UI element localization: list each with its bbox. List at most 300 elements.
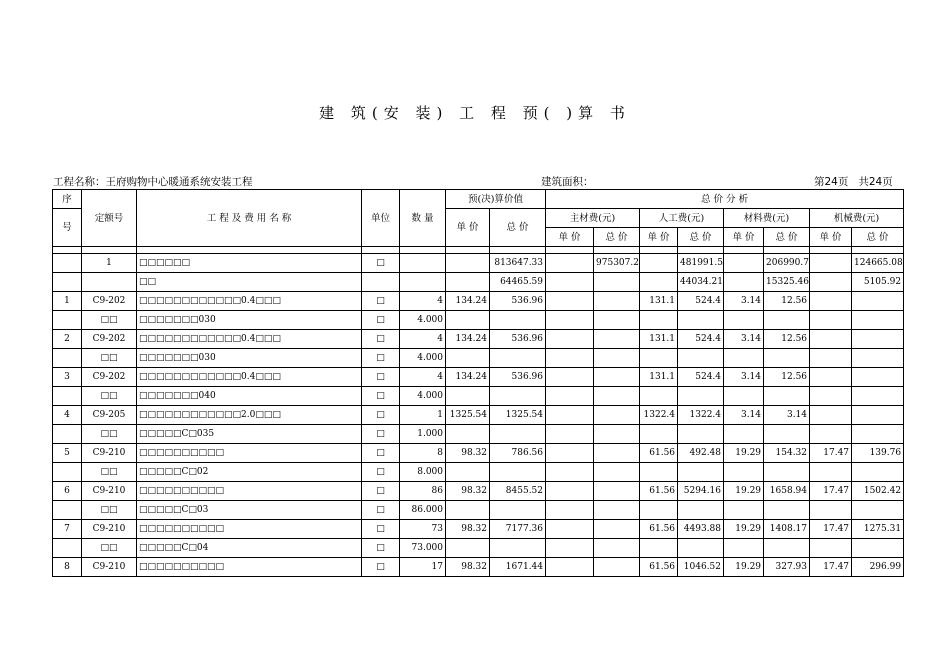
cell-unit: □ bbox=[362, 330, 400, 349]
building-area-label: 建筑面积： bbox=[541, 176, 594, 188]
header-budget: 预(决)算价值 bbox=[446, 190, 546, 209]
cell-unit-price bbox=[446, 539, 490, 558]
cell-material-unit bbox=[546, 558, 594, 577]
cell-material-unit bbox=[546, 273, 594, 292]
cell-unit-price: 134.24 bbox=[446, 330, 490, 349]
cell-materials2-total: 12.56 bbox=[764, 368, 810, 387]
cell-materials2-unit bbox=[724, 463, 764, 482]
table-row bbox=[53, 368, 904, 387]
cell-materials2-total: 12.56 bbox=[764, 292, 810, 311]
cell-name: □□□□□C□02 bbox=[137, 463, 362, 482]
cell-materials2-unit bbox=[724, 501, 764, 520]
cell-code: C9-210 bbox=[82, 444, 137, 463]
cell-labor-unit: 1322.4 bbox=[640, 406, 678, 425]
cell-seq bbox=[53, 254, 82, 273]
total-pages: 共24页 bbox=[858, 176, 893, 188]
cell-machine-unit bbox=[810, 539, 852, 558]
cell-labor-unit: 61.56 bbox=[640, 482, 678, 501]
cell-materials2-unit: 19.29 bbox=[724, 558, 764, 577]
cell-machine-total bbox=[852, 292, 904, 311]
cell-labor-total: 1322.4 bbox=[678, 406, 724, 425]
cell-machine-unit bbox=[810, 330, 852, 349]
cell-labor-total: 524.4 bbox=[678, 292, 724, 311]
cell-machine-unit: 17.47 bbox=[810, 482, 852, 501]
cell-labor-unit bbox=[640, 501, 678, 520]
table-row bbox=[53, 387, 904, 406]
cell-unit-price bbox=[446, 349, 490, 368]
cell-code: □□ bbox=[82, 501, 137, 520]
cell-unit: □ bbox=[362, 558, 400, 577]
cell-code: C9-202 bbox=[82, 368, 137, 387]
cell-name: □□□□□C□03 bbox=[137, 501, 362, 520]
cell-labor-total: 5294.16 bbox=[678, 482, 724, 501]
cell-material-unit bbox=[546, 406, 594, 425]
cell-material-unit bbox=[546, 387, 594, 406]
cell-material-total bbox=[594, 368, 640, 387]
cell-labor-unit: 61.56 bbox=[640, 558, 678, 577]
cell-qty: 4.000 bbox=[400, 387, 446, 406]
cell-machine-total bbox=[852, 539, 904, 558]
table-row bbox=[53, 501, 904, 520]
cell-materials2-total: 12.56 bbox=[764, 330, 810, 349]
cell-total-price: 536.96 bbox=[490, 330, 546, 349]
cell-machine-total: 1502.42 bbox=[852, 482, 904, 501]
page-number: 第24页 bbox=[814, 176, 849, 188]
cell-unit-price bbox=[446, 254, 490, 273]
cell-total-price bbox=[490, 349, 546, 368]
cell-total-price: 813647.33 bbox=[490, 254, 546, 273]
cell-material-unit bbox=[546, 425, 594, 444]
cell-materials2-unit bbox=[724, 254, 764, 273]
cell-name: □□□□□□ bbox=[137, 254, 362, 273]
cell-material-total bbox=[594, 273, 640, 292]
cell-materials2-total bbox=[764, 349, 810, 368]
cell-labor-unit: 61.56 bbox=[640, 444, 678, 463]
cell-code: C9-202 bbox=[82, 292, 137, 311]
cell-labor-total bbox=[678, 501, 724, 520]
cell-name: □□□□□□□□□□□□2.0□□□ bbox=[137, 406, 362, 425]
cell-name: □□□□□□□□□□ bbox=[137, 482, 362, 501]
cell-machine-unit bbox=[810, 368, 852, 387]
cell-name: □□□□□□□□□□ bbox=[137, 444, 362, 463]
cell-labor-total: 4493.88 bbox=[678, 520, 724, 539]
header-materials2-total: 总 价 bbox=[764, 228, 810, 247]
cell-total-price: 1671.44 bbox=[490, 558, 546, 577]
cell-material-total: 975307.2 bbox=[594, 254, 640, 273]
cell-code bbox=[82, 273, 137, 292]
cell-code: C9-210 bbox=[82, 482, 137, 501]
cell-unit: □ bbox=[362, 254, 400, 273]
cell-code: C9-210 bbox=[82, 520, 137, 539]
cell-material-unit bbox=[546, 330, 594, 349]
table-row bbox=[53, 311, 904, 330]
cell-unit-price bbox=[446, 311, 490, 330]
cell-code: □□ bbox=[82, 539, 137, 558]
cell-materials2-unit: 19.29 bbox=[724, 520, 764, 539]
cell-materials2-total: 3.14 bbox=[764, 406, 810, 425]
cell-materials2-unit: 3.14 bbox=[724, 406, 764, 425]
cell-materials2-unit: 19.29 bbox=[724, 482, 764, 501]
cell-qty bbox=[400, 273, 446, 292]
cell-seq: 6 bbox=[53, 482, 82, 501]
cell-machine-unit bbox=[810, 311, 852, 330]
header-total-price: 总 价 bbox=[490, 209, 546, 247]
cell-labor-total bbox=[678, 387, 724, 406]
table-row bbox=[53, 539, 904, 558]
cell-material-total bbox=[594, 311, 640, 330]
cell-labor-total: 524.4 bbox=[678, 330, 724, 349]
cell-material-unit bbox=[546, 520, 594, 539]
cell-name: □□□□□□□□□□□□0.4□□□ bbox=[137, 330, 362, 349]
cell-materials2-total bbox=[764, 463, 810, 482]
cell-labor-unit bbox=[640, 254, 678, 273]
header-machine: 机械费(元) bbox=[810, 209, 904, 228]
cell-material-total bbox=[594, 349, 640, 368]
cell-material-total bbox=[594, 463, 640, 482]
cell-machine-unit: 17.47 bbox=[810, 520, 852, 539]
cell-qty: 4 bbox=[400, 292, 446, 311]
cell-material-unit bbox=[546, 292, 594, 311]
cell-materials2-unit bbox=[724, 539, 764, 558]
cell-total-price bbox=[490, 463, 546, 482]
cell-material-unit bbox=[546, 463, 594, 482]
cell-machine-unit bbox=[810, 273, 852, 292]
cell-unit-price bbox=[446, 463, 490, 482]
cell-total-price: 8455.52 bbox=[490, 482, 546, 501]
header-qty: 数 量 bbox=[400, 190, 446, 247]
cell-code: □□ bbox=[82, 311, 137, 330]
cell-labor-total bbox=[678, 349, 724, 368]
cell-total-price bbox=[490, 539, 546, 558]
cell-material-unit bbox=[546, 254, 594, 273]
cell-materials2-total bbox=[764, 387, 810, 406]
cell-unit: □ bbox=[362, 463, 400, 482]
cell-material-total bbox=[594, 292, 640, 311]
cell-total-price: 1325.54 bbox=[490, 406, 546, 425]
cell-total-price bbox=[490, 387, 546, 406]
table-row bbox=[53, 425, 904, 444]
cell-material-total bbox=[594, 558, 640, 577]
cell-machine-unit bbox=[810, 387, 852, 406]
cell-unit: □ bbox=[362, 349, 400, 368]
cell-machine-unit bbox=[810, 349, 852, 368]
cell-material-total bbox=[594, 425, 640, 444]
cell-name: □□□□□□□□□□ bbox=[137, 520, 362, 539]
header-labor-total: 总 价 bbox=[678, 228, 724, 247]
cell-machine-total bbox=[852, 501, 904, 520]
cell-total-price: 7177.36 bbox=[490, 520, 546, 539]
cell-code: □□ bbox=[82, 387, 137, 406]
cell-unit: □ bbox=[362, 406, 400, 425]
cell-unit: □ bbox=[362, 444, 400, 463]
cell-material-unit bbox=[546, 482, 594, 501]
cell-machine-total bbox=[852, 406, 904, 425]
header-materials2-unit: 单 价 bbox=[724, 228, 764, 247]
cell-labor-total: 524.4 bbox=[678, 368, 724, 387]
cell-labor-unit bbox=[640, 463, 678, 482]
table-row bbox=[53, 482, 904, 501]
header-materials2: 材料费(元) bbox=[724, 209, 810, 228]
cell-name: □□□□□□□040 bbox=[137, 387, 362, 406]
cell-unit-price: 98.32 bbox=[446, 520, 490, 539]
cell-total-price: 64465.59 bbox=[490, 273, 546, 292]
cell-seq bbox=[53, 539, 82, 558]
cell-qty: 17 bbox=[400, 558, 446, 577]
header-material-unit: 单 价 bbox=[546, 228, 594, 247]
cell-labor-unit bbox=[640, 387, 678, 406]
cell-qty: 73.000 bbox=[400, 539, 446, 558]
cell-machine-total: 124665.08 bbox=[852, 254, 904, 273]
cell-materials2-total: 1408.17 bbox=[764, 520, 810, 539]
cell-unit: □ bbox=[362, 387, 400, 406]
cell-labor-total bbox=[678, 539, 724, 558]
cell-labor-total: 481991.5 bbox=[678, 254, 724, 273]
cell-unit-price bbox=[446, 425, 490, 444]
cell-qty: 8.000 bbox=[400, 463, 446, 482]
cell-materials2-unit: 3.14 bbox=[724, 368, 764, 387]
cell-qty: 86 bbox=[400, 482, 446, 501]
cell-total-price: 536.96 bbox=[490, 368, 546, 387]
cell-seq: 3 bbox=[53, 368, 82, 387]
cell-machine-unit bbox=[810, 292, 852, 311]
table-row bbox=[53, 292, 904, 311]
cell-unit-price bbox=[446, 501, 490, 520]
cell-machine-total bbox=[852, 311, 904, 330]
header-analysis: 总 价 分 析 bbox=[546, 190, 904, 209]
cell-materials2-unit bbox=[724, 387, 764, 406]
header-seq-top: 序 bbox=[53, 190, 82, 209]
cell-qty: 1.000 bbox=[400, 425, 446, 444]
cell-materials2-total bbox=[764, 311, 810, 330]
document-title: 建 筑(安 装) 工 程 预( )算 书 bbox=[319, 104, 631, 122]
cell-seq bbox=[53, 311, 82, 330]
cell-seq bbox=[53, 463, 82, 482]
cell-qty: 73 bbox=[400, 520, 446, 539]
cell-unit: □ bbox=[362, 368, 400, 387]
cell-labor-total: 492.48 bbox=[678, 444, 724, 463]
cell-machine-total bbox=[852, 330, 904, 349]
cell-unit: □ bbox=[362, 292, 400, 311]
cell-unit-price: 98.32 bbox=[446, 558, 490, 577]
table-row bbox=[53, 349, 904, 368]
table-row bbox=[53, 444, 904, 463]
cell-materials2-unit bbox=[724, 311, 764, 330]
header-machine-unit: 单 价 bbox=[810, 228, 852, 247]
header-labor: 人工费(元) bbox=[640, 209, 724, 228]
cell-name: □□□□□C□035 bbox=[137, 425, 362, 444]
header-seq-bottom: 号 bbox=[53, 209, 82, 247]
cell-code: □□ bbox=[82, 425, 137, 444]
cell-code: □□ bbox=[82, 349, 137, 368]
cell-seq: 1 bbox=[53, 292, 82, 311]
cell-qty: 4.000 bbox=[400, 311, 446, 330]
cell-unit: □ bbox=[362, 482, 400, 501]
cell-code: C9-205 bbox=[82, 406, 137, 425]
header-machine-total: 总 价 bbox=[852, 228, 904, 247]
cell-seq bbox=[53, 425, 82, 444]
cell-machine-unit bbox=[810, 463, 852, 482]
cell-materials2-unit: 3.14 bbox=[724, 292, 764, 311]
cell-labor-unit bbox=[640, 539, 678, 558]
cell-material-total bbox=[594, 330, 640, 349]
cell-unit: □ bbox=[362, 501, 400, 520]
cell-materials2-total: 327.93 bbox=[764, 558, 810, 577]
cell-material-unit bbox=[546, 349, 594, 368]
cell-name: □□□□□□□□□□□□0.4□□□ bbox=[137, 292, 362, 311]
cell-labor-unit bbox=[640, 425, 678, 444]
cell-material-total bbox=[594, 387, 640, 406]
cell-name: □□□□□□□□□□ bbox=[137, 558, 362, 577]
cell-name: □□□□□□□030 bbox=[137, 349, 362, 368]
header-name: 工 程 及 费 用 名 称 bbox=[137, 190, 362, 247]
cell-total-price bbox=[490, 501, 546, 520]
cell-materials2-unit bbox=[724, 273, 764, 292]
cell-seq: 5 bbox=[53, 444, 82, 463]
cell-code: 1 bbox=[82, 254, 137, 273]
cell-labor-unit: 131.1 bbox=[640, 330, 678, 349]
project-label: 工程名称： bbox=[53, 176, 106, 188]
cell-labor-unit: 131.1 bbox=[640, 368, 678, 387]
cell-unit-price: 1325.54 bbox=[446, 406, 490, 425]
header-material: 主材费(元) bbox=[546, 209, 640, 228]
header-material-total: 总 价 bbox=[594, 228, 640, 247]
table-row bbox=[53, 520, 904, 539]
project-name-line bbox=[53, 174, 253, 189]
cell-qty: 86.000 bbox=[400, 501, 446, 520]
cell-labor-unit: 61.56 bbox=[640, 520, 678, 539]
cell-materials2-total bbox=[764, 501, 810, 520]
cell-unit: □ bbox=[362, 539, 400, 558]
cell-unit-price: 134.24 bbox=[446, 292, 490, 311]
cell-material-unit bbox=[546, 311, 594, 330]
cell-total-price: 786.56 bbox=[490, 444, 546, 463]
cell-materials2-unit: 19.29 bbox=[724, 444, 764, 463]
cell-seq: 4 bbox=[53, 406, 82, 425]
cell-labor-unit: 131.1 bbox=[640, 292, 678, 311]
cell-material-total bbox=[594, 501, 640, 520]
cell-material-unit bbox=[546, 539, 594, 558]
header-code: 定额号 bbox=[82, 190, 137, 247]
cell-machine-total: 139.76 bbox=[852, 444, 904, 463]
header-labor-unit: 单 价 bbox=[640, 228, 678, 247]
cell-labor-total bbox=[678, 463, 724, 482]
cell-material-total bbox=[594, 482, 640, 501]
cell-unit-price: 98.32 bbox=[446, 482, 490, 501]
cell-seq bbox=[53, 349, 82, 368]
cell-qty: 4 bbox=[400, 330, 446, 349]
table-body bbox=[53, 254, 904, 577]
cell-unit: □ bbox=[362, 520, 400, 539]
table-row bbox=[53, 330, 904, 349]
cell-machine-total bbox=[852, 368, 904, 387]
cell-unit bbox=[362, 273, 400, 292]
cell-materials2-total: 154.32 bbox=[764, 444, 810, 463]
cell-seq bbox=[53, 501, 82, 520]
cell-code: C9-202 bbox=[82, 330, 137, 349]
cell-material-unit bbox=[546, 501, 594, 520]
cell-labor-unit bbox=[640, 311, 678, 330]
cell-machine-total: 296.99 bbox=[852, 558, 904, 577]
cell-material-unit bbox=[546, 368, 594, 387]
cell-unit-price bbox=[446, 273, 490, 292]
cell-materials2-unit bbox=[724, 425, 764, 444]
cell-materials2-unit bbox=[724, 349, 764, 368]
cell-machine-unit bbox=[810, 254, 852, 273]
cell-material-total bbox=[594, 406, 640, 425]
cell-code: □□ bbox=[82, 463, 137, 482]
cell-name: □□□□□C□04 bbox=[137, 539, 362, 558]
cell-material-total bbox=[594, 539, 640, 558]
cell-unit: □ bbox=[362, 425, 400, 444]
cell-machine-unit: 17.47 bbox=[810, 444, 852, 463]
cell-machine-unit bbox=[810, 406, 852, 425]
cell-seq: 8 bbox=[53, 558, 82, 577]
cell-seq: 2 bbox=[53, 330, 82, 349]
cell-qty: 8 bbox=[400, 444, 446, 463]
cell-labor-unit bbox=[640, 349, 678, 368]
header-unit: 单位 bbox=[362, 190, 400, 247]
cell-machine-unit bbox=[810, 501, 852, 520]
table-row bbox=[53, 558, 904, 577]
cell-name: □□□□□□□□□□□□0.4□□□ bbox=[137, 368, 362, 387]
cell-materials2-unit: 3.14 bbox=[724, 330, 764, 349]
cell-name: □□ bbox=[137, 273, 362, 292]
table-row bbox=[53, 406, 904, 425]
cell-name: □□□□□□□030 bbox=[137, 311, 362, 330]
cell-machine-total bbox=[852, 349, 904, 368]
table-row bbox=[53, 273, 904, 292]
table-row bbox=[53, 254, 904, 273]
cell-total-price bbox=[490, 425, 546, 444]
header-unit-price: 单 价 bbox=[446, 209, 490, 247]
table-row bbox=[53, 463, 904, 482]
cell-materials2-total: 206990.7 bbox=[764, 254, 810, 273]
cell-seq bbox=[53, 273, 82, 292]
cell-material-total bbox=[594, 520, 640, 539]
cell-qty: 4 bbox=[400, 368, 446, 387]
cell-labor-total: 44034.21 bbox=[678, 273, 724, 292]
cell-unit-price: 134.24 bbox=[446, 368, 490, 387]
cell-qty: 1 bbox=[400, 406, 446, 425]
cell-machine-unit bbox=[810, 425, 852, 444]
budget-table bbox=[52, 189, 904, 577]
cell-labor-total bbox=[678, 311, 724, 330]
cell-labor-total bbox=[678, 425, 724, 444]
cell-materials2-total bbox=[764, 539, 810, 558]
cell-seq: 7 bbox=[53, 520, 82, 539]
cell-machine-total bbox=[852, 463, 904, 482]
cell-machine-unit: 17.47 bbox=[810, 558, 852, 577]
cell-total-price: 536.96 bbox=[490, 292, 546, 311]
cell-materials2-total: 1658.94 bbox=[764, 482, 810, 501]
cell-unit: □ bbox=[362, 311, 400, 330]
cell-labor-unit bbox=[640, 273, 678, 292]
cell-machine-total: 1275.31 bbox=[852, 520, 904, 539]
cell-qty bbox=[400, 254, 446, 273]
cell-labor-total: 1046.52 bbox=[678, 558, 724, 577]
page-indicator bbox=[814, 174, 893, 189]
cell-unit-price bbox=[446, 387, 490, 406]
cell-total-price bbox=[490, 311, 546, 330]
cell-unit-price: 98.32 bbox=[446, 444, 490, 463]
cell-machine-total bbox=[852, 425, 904, 444]
cell-material-total bbox=[594, 444, 640, 463]
cell-materials2-total: 15325.46 bbox=[764, 273, 810, 292]
cell-seq bbox=[53, 387, 82, 406]
cell-qty: 4.000 bbox=[400, 349, 446, 368]
cell-materials2-total bbox=[764, 425, 810, 444]
cell-machine-total bbox=[852, 387, 904, 406]
